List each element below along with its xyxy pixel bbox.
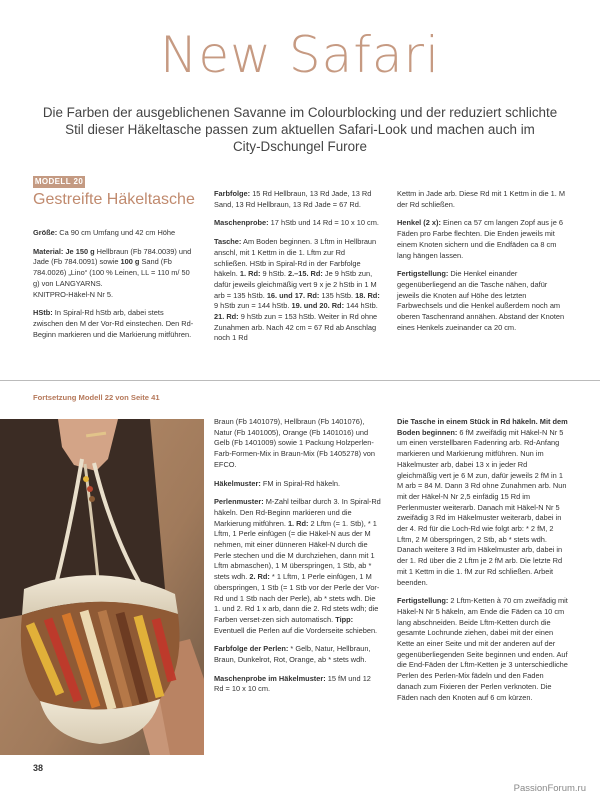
haekelmuster-label: Häkelmuster: bbox=[214, 478, 261, 488]
farbfolge-paragraph bbox=[214, 189, 380, 210]
round-label: 2. Rd: bbox=[249, 572, 270, 582]
modell20-column-2 bbox=[214, 189, 380, 352]
tasche-text: Je 9 hStb zun, dafür jeweils gleichmäßig vert 9 x je 2 hStb in 1 M arb = 135 hStb. bbox=[214, 269, 377, 300]
round-label: 16. und 17. Rd: bbox=[266, 290, 320, 300]
modell22-column-3 bbox=[397, 417, 569, 711]
maschenprobe-22-paragraph bbox=[214, 674, 382, 695]
fertig-text: Die Henkel einander gegenüberliegend an die Tasche nähen, dafür jeweils die Knoten auf Höhe des letzten Farbwechsels und die Henkel außerdem noch am oberen Taschenrand annähen. Abstand der Knoten eines Henkels zueinander ca 20 cm. bbox=[397, 269, 565, 332]
modell20-column-1 bbox=[33, 228, 195, 348]
fertig-22-label: Fertigstellung: bbox=[397, 596, 449, 606]
tipp-label: Tipp: bbox=[335, 614, 354, 624]
round-label: 1. Rd: bbox=[287, 518, 309, 528]
intro-text bbox=[40, 104, 560, 155]
groesse-text: Ca 90 cm Umfang und 42 cm Höhe bbox=[57, 228, 176, 237]
maschenprobe-22-label: Maschenprobe im Häkelmuster: bbox=[214, 673, 326, 683]
modell20-column-3 bbox=[397, 189, 569, 341]
fertig-22-text: 2 Lftm-Ketten à 70 cm zweifädig mit Häkel-N Nr 5 häkeln, am Ende die Fäden ca 10 cm lang abschneiden. Beide Lftm-Ketten durch die gesamte Lochrunde ziehen, dabei mit der einen Kette an einer Seite und mit der anderen auf der gegenüberliegenden Seite beginnen und enden. Auf die End-Fäden der Lftm-Ketten je 3 unterschiedliche Perlen des Perlen-Mix fädeln und den Faden danach zum Fixieren der Perlen verknoten. Die Fäden nach den Knoten auf 6 cm kürzen. bbox=[397, 596, 568, 702]
kettm-paragraph: Kettm in Jade arb. Diese Rd mit 1 Kettm in die 1. M der Rd schließen. bbox=[397, 189, 565, 209]
tasche-22-text: 6 fM zweifädig mit Häkel-N Nr 5 um einen verstellbaren Fadenring arb. Rd-Anfang markieren und Markierung mitführen. Nun im Häkelmuster arb, dabei 13 x in jeder Rd gleichmäßig vert je 6 M zun, dafür jeweils 2 fM in 1 M arb = 84 M. Dann 3 Rd ohne Zunahmen arb. Nun mit der Häkel-N Nr 2,5 einfädig 15 Rd im Perlenmuster weiterarb. Danach mit Häkel-N Nr 5 zweifädig 3 Rd im Häkelmuster weiterarb, dabei in der 4. Rd für die Loch-Rd wie folgt arb: * 2 fM, 2 Lftm, 2 M überspringen, 2 Stb, ab * stets wdh. Danach weitere 3 Rd im Häkelmuster arb, dabei in der 1. Rd über die 2 Lftm je 2 fM arb. Die letzte Rd mit 1 Kettm in die 1. fM zur Rd schließen. Arbeit beenden. bbox=[397, 427, 567, 587]
perlenmuster-text: M-Zahl teilbar durch 3. In Spiral-Rd häkeln. Den Rd-Beginn markieren und die Markierung mitführen. bbox=[214, 497, 381, 528]
tasche-22-label: Die Tasche in einem Stück in Rd häkeln. Mit dem Boden beginnen: bbox=[397, 417, 568, 437]
page-number: 38 bbox=[33, 763, 44, 773]
material-needle: KNITPRO-Häkel-N Nr 5. bbox=[33, 289, 114, 299]
perlenmuster-text: 2 Lftm (= 1. Stb), * 1 Lftm, 1 Perle einfügen (= die Häkel-N aus der M nehmen, mit einer dünneren Häkel-N durch die Perle stechen und die M durchziehen, dann mit 1 Lftm abmaschen), 1 M überspringen, 1 Stb, ab * stets wdh. bbox=[214, 518, 377, 582]
tasche-text: 9 hStb zun = 144 hStb. bbox=[214, 301, 292, 311]
haekelmuster-text: FM in Spiral-Rd häkeln. bbox=[260, 478, 341, 488]
round-label: 19. und 20. Rd: bbox=[291, 301, 345, 311]
fertig-paragraph bbox=[397, 269, 569, 333]
tasche-label: Tasche: bbox=[214, 237, 242, 247]
round-label: 21. Rd: bbox=[214, 312, 239, 322]
farbfolge-text: 15 Rd Hellbraun, 13 Rd Jade, 13 Rd Sand, 13 Rd Hellbraun, 13 Rd Jade = 67 Rd. bbox=[214, 189, 372, 209]
fertig-22-paragraph bbox=[397, 596, 569, 703]
hstb-text: In Spiral-Rd hStb arb, dabei stets zwischen den M der Vor-Rd einstechen. Den Rd-Beginn markieren und die Markierung mitführen. bbox=[33, 308, 194, 339]
watermark: PassionForum.ru bbox=[513, 783, 586, 794]
tasche-22-paragraph bbox=[397, 417, 569, 588]
material-label: Material: Je 150 g bbox=[33, 246, 95, 256]
perlenmuster-label: Perlenmuster: bbox=[214, 497, 264, 507]
hstb-label: HStb: bbox=[33, 308, 53, 318]
continuation-heading: Fortsetzung Modell 22 von Seite 41 bbox=[33, 393, 160, 402]
maschenprobe-text: 17 hStb und 14 Rd = 10 x 10 cm. bbox=[268, 218, 379, 228]
hstb-paragraph bbox=[33, 308, 195, 340]
perlen-farbfolge-label: Farbfolge der Perlen: bbox=[214, 644, 289, 654]
material-amount: 100 g bbox=[120, 257, 140, 267]
tasche-text: 9 hStb. bbox=[260, 269, 288, 279]
tasche-text: Am Boden beginnen. 3 Lftm in Hellbraun anschl, mit 1 Kettm in die 1. Lftm zur Rd schließen. HStb in Spiral-Rd in der Farbfolge häkeln. bbox=[214, 237, 377, 279]
fertig-label: Fertigstellung: bbox=[397, 269, 449, 279]
haekelmuster-paragraph bbox=[214, 479, 382, 490]
groesse-label: Größe: bbox=[33, 228, 58, 237]
maschenprobe-22-text: 15 fM und 12 Rd = 10 x 10 cm. bbox=[214, 673, 371, 694]
intro-line: Stil dieser Häkeltasche passen zum aktuellen Safari-Look und machen auch im bbox=[65, 122, 535, 137]
bag-photo bbox=[0, 419, 204, 755]
section-divider bbox=[0, 380, 600, 381]
henkel-text: Einen ca 57 cm langen Zopf aus je 6 Fäden pro Farbe flechten. Die Enden jeweils mit einem Knoten sichern und die Endfäden ca 8 cm lang hängen lassen. bbox=[397, 218, 563, 260]
round-label: 1. Rd: bbox=[239, 269, 261, 279]
groesse-paragraph bbox=[33, 228, 195, 239]
material-text: Hellbraun (Fb 784.0039) und Jade (Fb 784.0091) sowie bbox=[33, 246, 192, 267]
henkel-label: Henkel (2 x): bbox=[397, 218, 441, 228]
page-title: New Safari bbox=[159, 26, 441, 84]
henkel-paragraph bbox=[397, 218, 569, 261]
tasche-text: 144 hStb. bbox=[344, 301, 378, 311]
farbfolge-label: Farbfolge: bbox=[214, 189, 251, 198]
round-label: 18. Rd: bbox=[355, 290, 380, 300]
tasche-text: 9 hStb zun = 153 hStb. Weiter in Rd ohne Zunahmen arb. Nach 42 cm = 67 Rd ab Anschlag noch 1 Rd bbox=[214, 312, 378, 343]
modell22-column-2 bbox=[214, 417, 382, 703]
perlenmuster-text: * 1 Lftm, 1 Perle einfügen, 1 M überspringen, 1 Stb (= 1 Stb vor der Perle der Vor-Rd und 1 Stb nach der Perle), ab * stets wdh. Die 1. und 2. Rd 1 x arb, dann die 2. Rd stets wdh; die Farben verset-zen sich automatisch. bbox=[214, 572, 380, 624]
tasche-text: 135 hStb. bbox=[319, 290, 356, 300]
bag-illustration bbox=[0, 419, 204, 755]
intro-line: City-Dschungel Furore bbox=[233, 139, 367, 154]
tasche-paragraph bbox=[214, 237, 380, 344]
material-paragraph bbox=[33, 247, 195, 301]
maschenprobe-paragraph bbox=[214, 218, 380, 229]
maschenprobe-label: Maschenprobe: bbox=[214, 218, 269, 228]
material-text-2: Sand (Fb 784.0026) „Lino“ (100 % Leinen, LL = 110 m/ 50 g) von LANGYARNS. bbox=[33, 257, 190, 288]
perlen-farbfolge-text: * Gelb, Natur, Hellbraun, Braun, Dunkelrot, Rot, Orange, ab * stets wdh. bbox=[214, 644, 371, 665]
round-label: 2.–15. Rd: bbox=[287, 269, 323, 279]
perlenmuster-text: Eventuell die Perlen auf die Vorderseite schieben. bbox=[214, 625, 378, 635]
perlen-farbfolge-paragraph bbox=[214, 644, 382, 665]
perlenmuster-paragraph bbox=[214, 497, 382, 636]
yarn-paragraph: Braun (Fb 1401079), Hellbraun (Fb 1401076), Natur (Fb 1401005), Orange (Fb 1401016) und Gelb (Fb 1401009) sowie 1 Packung Holzperlen-Farb-Formen-Mix in Braun-Mix (Fb 1405278) von EFCO. bbox=[214, 417, 376, 469]
model-badge: MODELL 20 bbox=[34, 177, 84, 186]
intro-line: Die Farben der ausgeblichenen Savanne im Colourblocking und der reduziert schlichte bbox=[42, 105, 558, 120]
model-subtitle: Gestreifte Häkeltasche bbox=[33, 191, 195, 208]
